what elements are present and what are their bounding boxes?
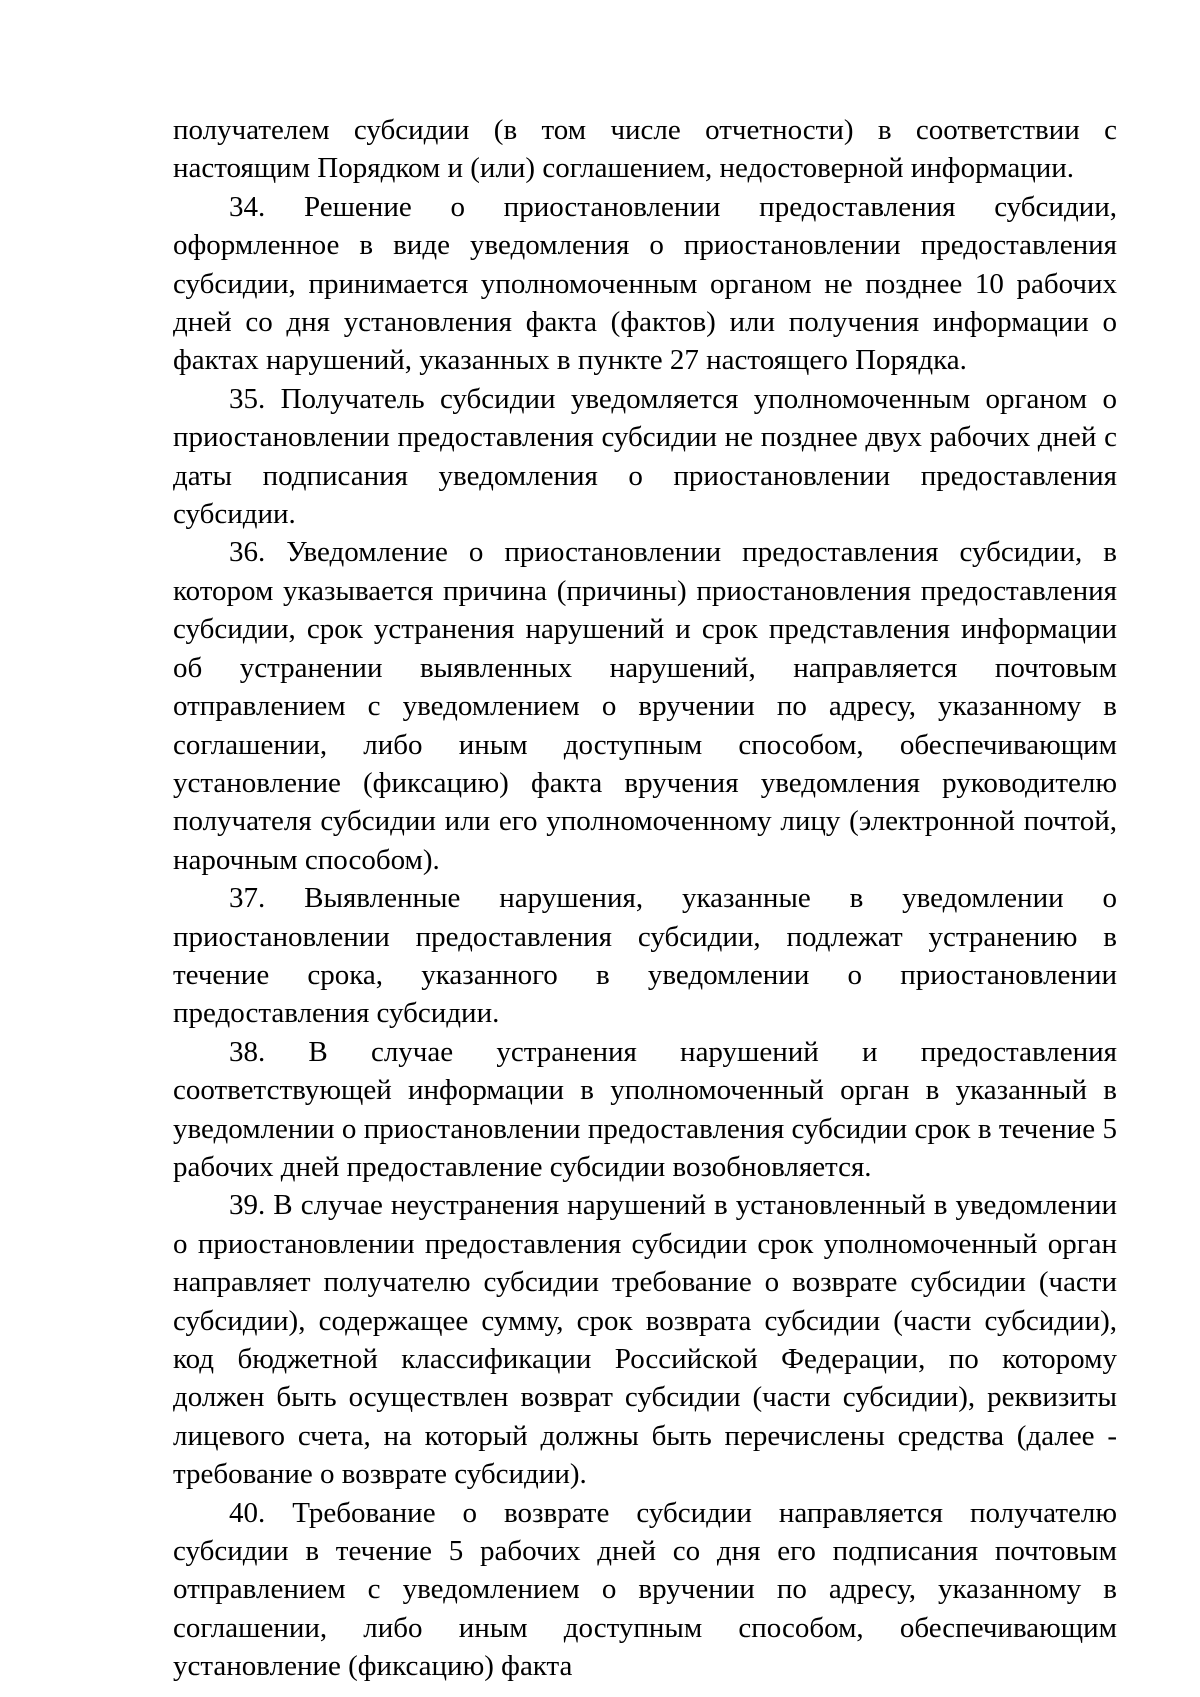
- paragraph-39: 39. В случае неустранения нарушений в установленный в уведомлении о приостановлении предоставления субсидии срок уполномоченный орган направляет получателю субсидии требование о возврате субсидии (части субсидии), содержащее сумму, срок возврата субсидии (части субсидии), код бюджетной классификации Российской Федерации, по которому должен быть осуществлен возврат субсидии (части субсидии), реквизиты лицевого счета, на который должны быть перечислены средства (далее - требование о возврате субсидии).: [173, 1189, 1117, 1491]
- paragraph-38: 38. В случае устранения нарушений и предоставления соответствующей информации в уполномоченный орган в указанный в уведомлении о приостановлении предоставления субсидии срок в течение 5 рабочих дней предоставление субсидии возобновляется.: [173, 1035, 1117, 1183]
- paragraph-36: 36. Уведомление о приостановлении предоставления субсидии, в котором указывается причина (причины) приостановления предоставления субсидии, срок устранения нарушений и срок представления информации об устранении выявленных нарушений, направляется почтовым отправлением с уведомлением о вручении по адресу, указанному в соглашении, либо иным доступным способом, обеспечивающим установление (фиксацию) факта вручения уведомления руководителю получателя субсидии или его уполномоченному лицу (электронной почтой, нарочным способом).: [173, 536, 1117, 876]
- paragraph-continuation: получателем субсидии (в том числе отчетности) в соответствии с настоящим Порядком и (или) соглашением, недостоверной информации.: [173, 114, 1117, 185]
- paragraph-40: 40. Требование о возврате субсидии направляется получателю субсидии в течение 5 рабочих дней со дня его подписания почтовым отправлением с уведомлением о вручении по адресу, указанному в соглашении, либо иным доступным способом, обеспечивающим установление (фиксацию) факта: [173, 1496, 1117, 1683]
- paragraph-37: 37. Выявленные нарушения, указанные в уведомлении о приостановлении предоставления субсидии, подлежат устранению в течение срока, указанного в уведомлении о приостановлении предоставления субсидии.: [173, 882, 1117, 1030]
- document-page: [173, 111, 1117, 1686]
- paragraph-34: 34. Решение о приостановлении предоставления субсидии, оформленное в виде уведомления о приостановлении предоставления субсидии, принимается уполномоченным органом не позднее 10 рабочих дней со дня установления факта (фактов) или получения информации о фактах нарушений, указанных в пункте 27 настоящего Порядка.: [173, 190, 1117, 377]
- paragraph-35: 35. Получатель субсидии уведомляется уполномоченным органом о приостановлении предоставления субсидии не позднее двух рабочих дней с даты подписания уведомления о приостановлении предоставления субсидии.: [173, 382, 1117, 531]
